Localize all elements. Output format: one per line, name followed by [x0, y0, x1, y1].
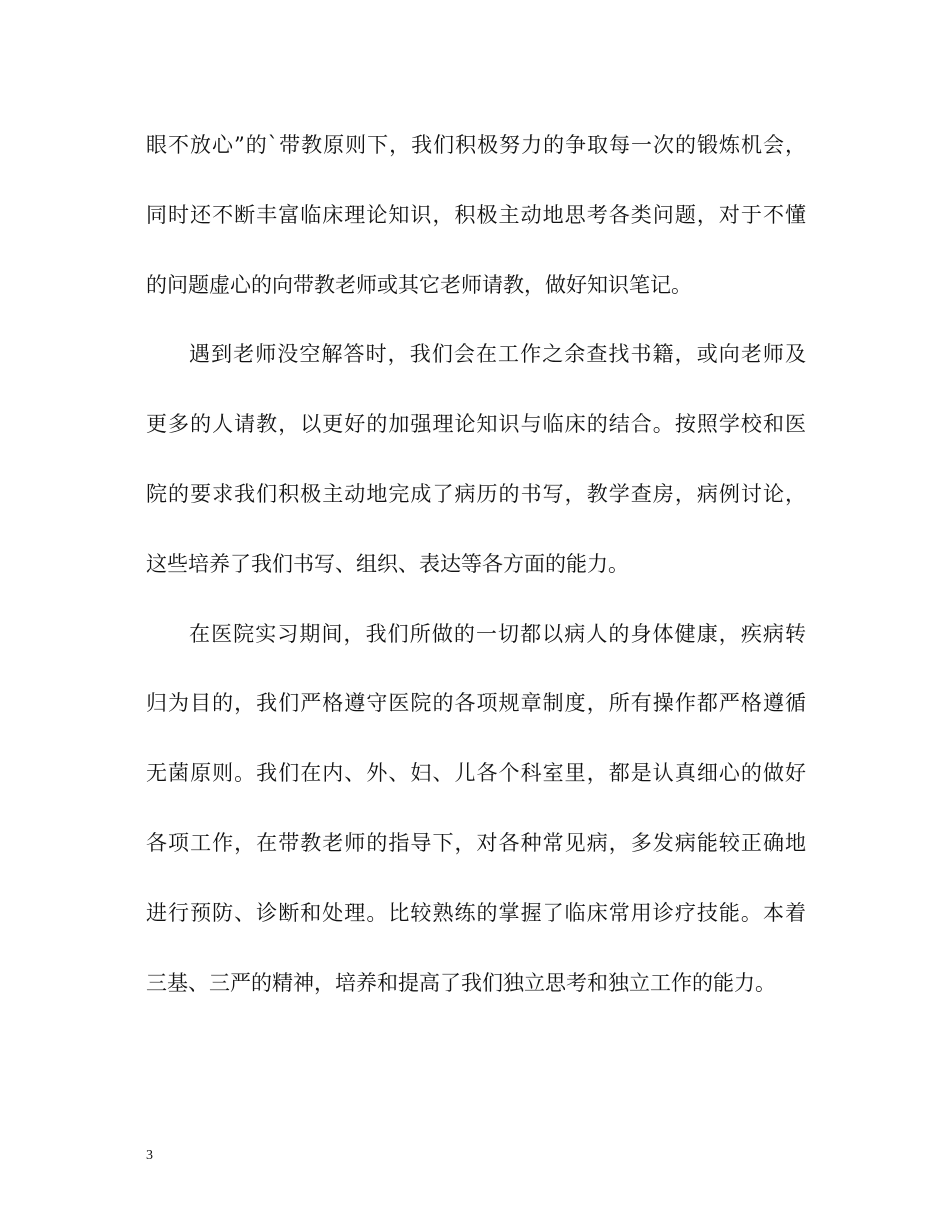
text-line: 这些培养了我们书写、组织、表达等各方面的能力。	[146, 551, 629, 576]
text-line: 院的要求我们积极主动地完成了病历的书写，教学查房，病例讨论，	[146, 481, 806, 506]
page-number: 3	[146, 1148, 153, 1163]
text-line: 进行预防、诊断和处理。比较熟练的掌握了临床常用诊疗技能。本着	[146, 900, 806, 925]
paragraph-first-line: 在医院实习期间，我们所做的一切都以病人的身体健康，疾病转	[189, 621, 806, 646]
text-line: 更多的人请教，以更好的加强理论知识与临床的结合。按照学校和医	[146, 412, 806, 437]
text-line: 各项工作，在带教老师的指导下，对各种常见病，多发病能较正确地	[146, 830, 806, 855]
text-line: 归为目的，我们严格遵守医院的各项规章制度，所有操作都严格遵循	[146, 691, 806, 716]
text-line: 无菌原则。我们在内、外、妇、儿各个科室里，都是认真细心的做好	[146, 761, 806, 786]
body-text	[146, 122, 806, 1029]
paragraph-first-line: 遇到老师没空解答时，我们会在工作之余查找书籍，或向老师及	[189, 342, 806, 367]
text-line: 三基、三严的精神，培养和提高了我们独立思考和独立工作的能力。	[146, 970, 776, 995]
text-line: 眼不放心”的`带教原则下，我们积极努力的争取每一次的锻炼机会，	[146, 133, 806, 157]
text-line: 同时还不断丰富临床理论知识，积极主动地思考各类问题，对于不懂	[146, 202, 806, 227]
text-line: 的问题虚心的向带教老师或其它老师请教，做好知识笔记。	[146, 272, 692, 297]
